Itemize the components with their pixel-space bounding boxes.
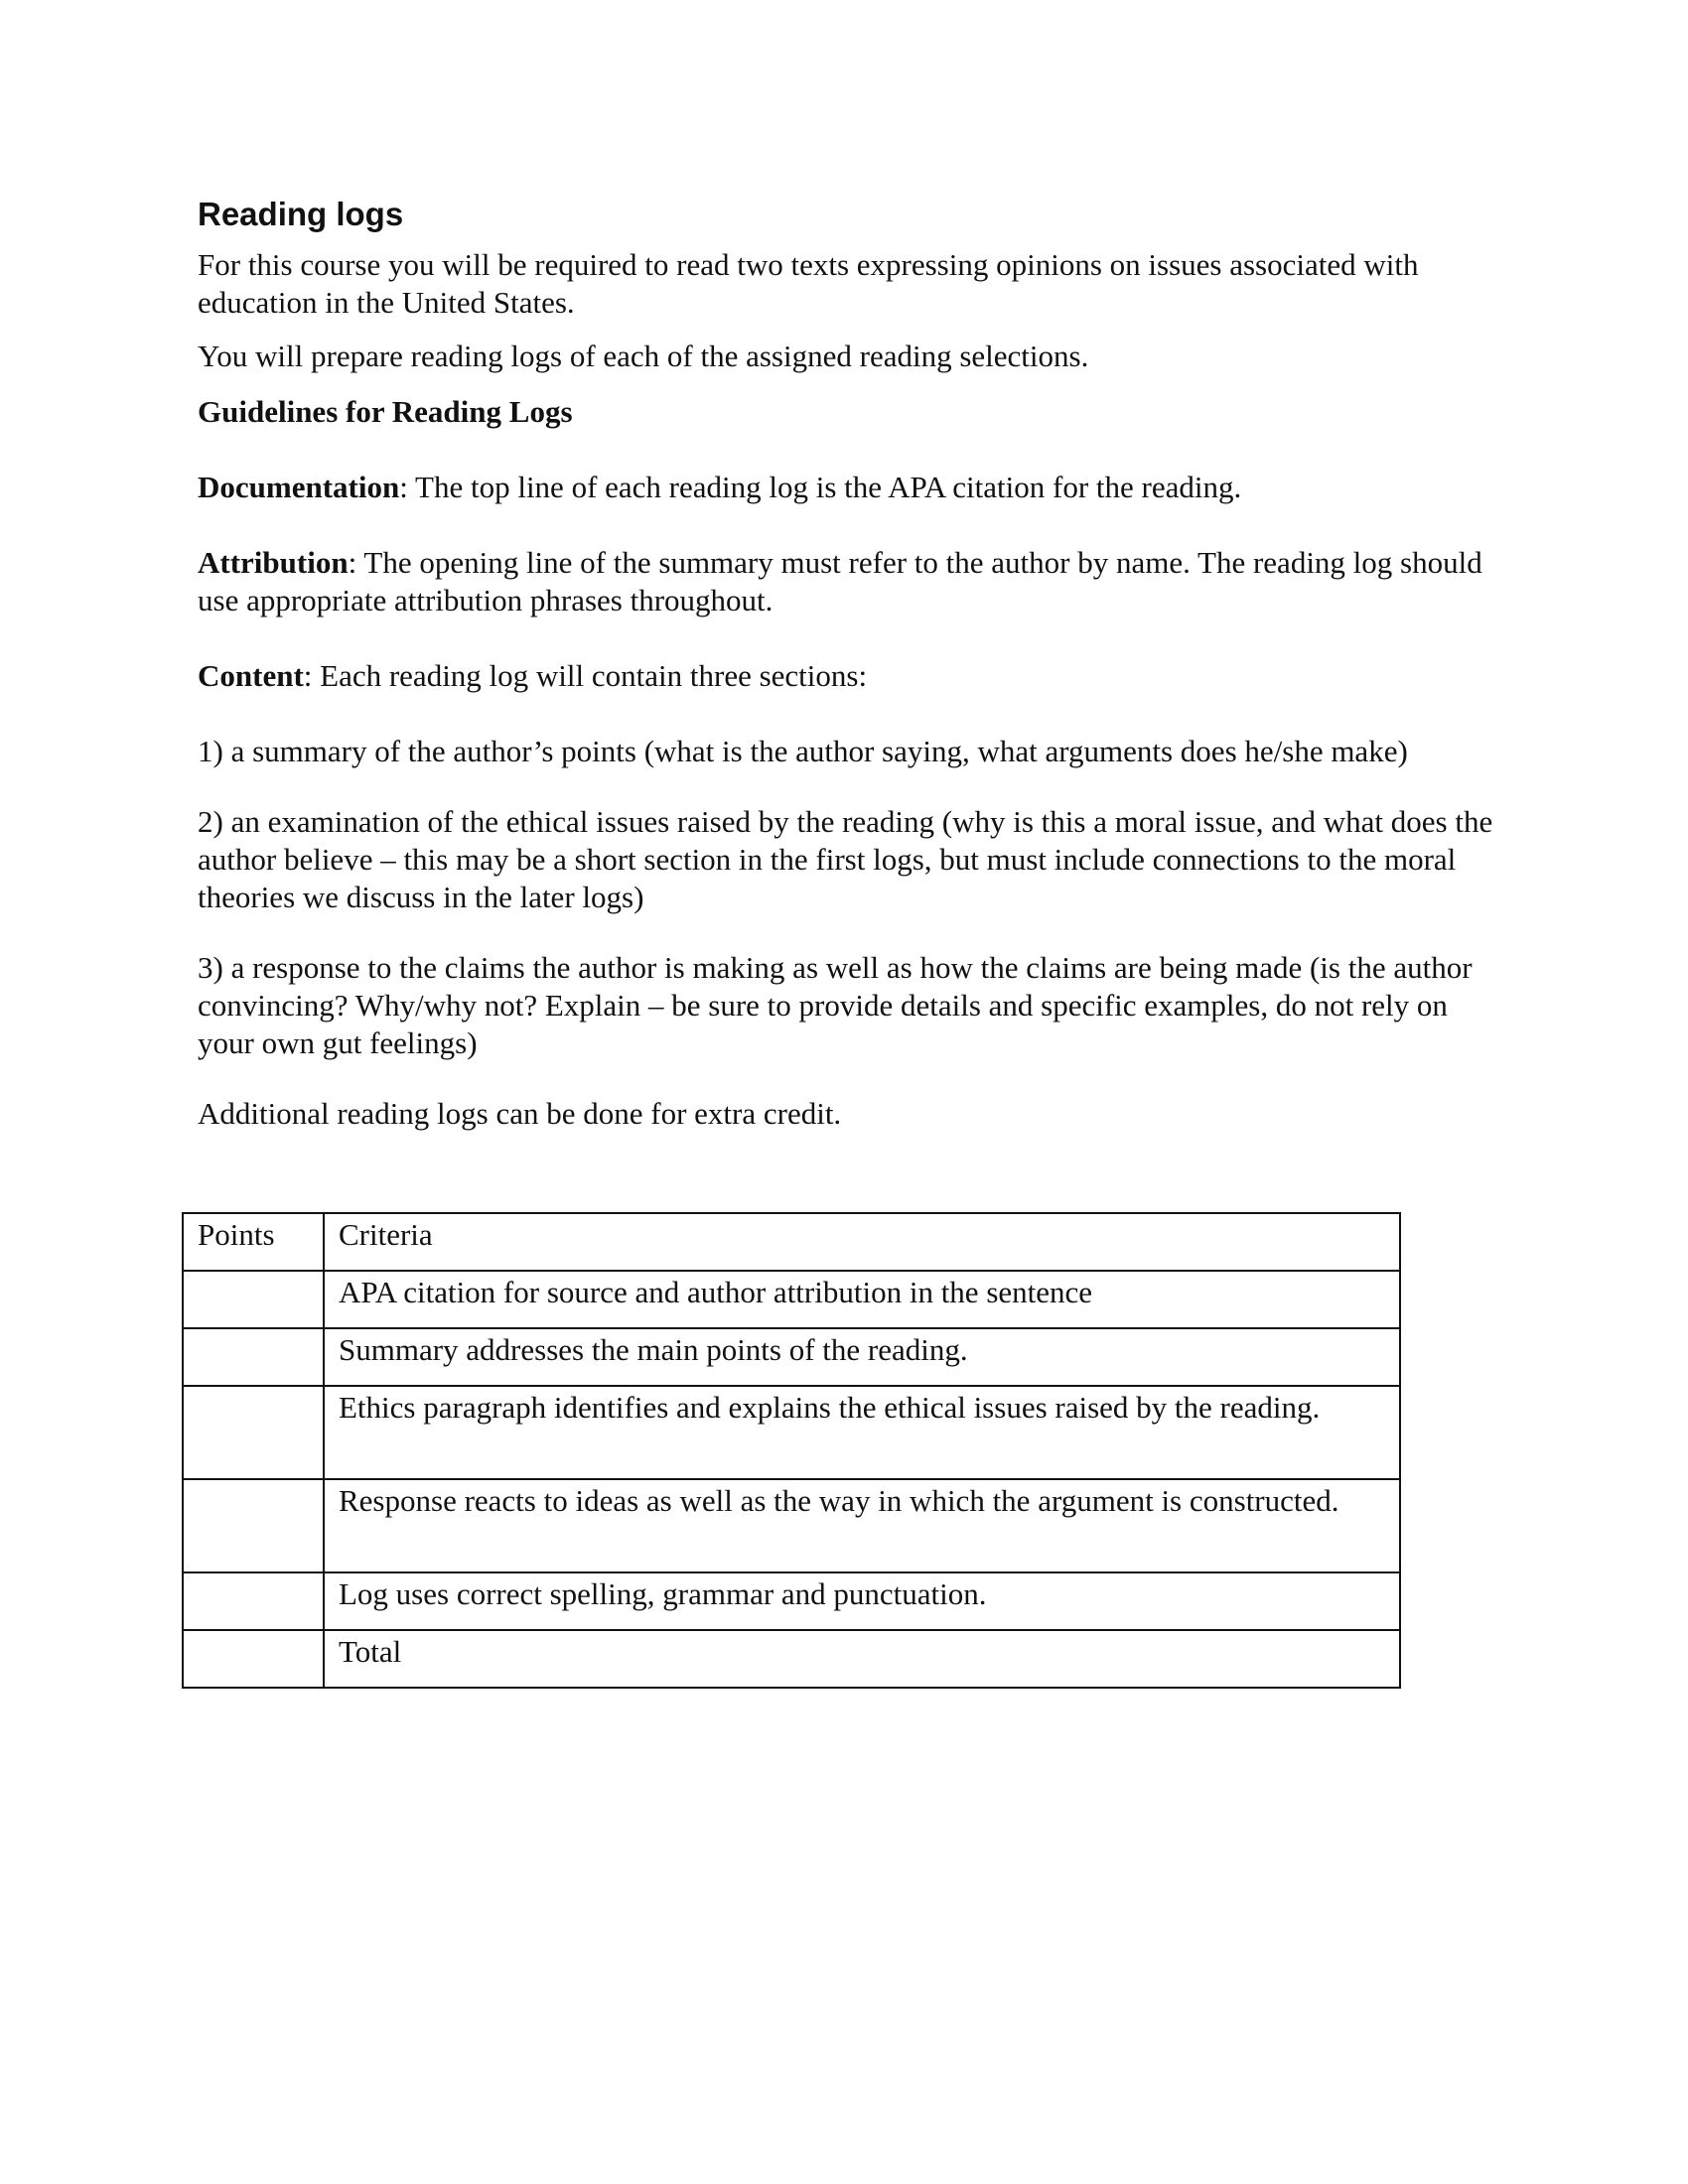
- rubric-table: [182, 1212, 1401, 1689]
- criteria-cell: Log uses correct spelling, grammar and punctuation.: [324, 1572, 1400, 1630]
- table-row: [183, 1328, 1400, 1386]
- points-cell: [183, 1572, 324, 1630]
- points-cell: [183, 1630, 324, 1688]
- documentation-paragraph: [198, 469, 1508, 506]
- points-cell: [183, 1328, 324, 1386]
- attribution-paragraph: [198, 544, 1508, 619]
- criteria-cell: Response reacts to ideas as well as the way in which the argument is constructed.: [324, 1479, 1400, 1572]
- content-label: Content: [198, 658, 304, 693]
- table-header-row: [183, 1213, 1400, 1271]
- documentation-label: Documentation: [198, 470, 400, 504]
- points-cell: [183, 1479, 324, 1572]
- table-row: [183, 1630, 1400, 1688]
- points-cell: [183, 1271, 324, 1328]
- table-row: [183, 1386, 1400, 1479]
- table-row: [183, 1271, 1400, 1328]
- section-item-summary: 1) a summary of the author’s points (what is the author saying, what arguments does he/she make): [198, 734, 1408, 768]
- section-item-ethics: 2) an examination of the ethical issues raised by the reading (why is this a moral issue, and what does the author believe – this may be a short section in the first logs, but must include connections to the moral theories we discuss in the later logs): [198, 804, 1493, 914]
- table-row: [183, 1479, 1400, 1572]
- intro-paragraph: For this course you will be required to read two texts expressing opinions on issues associated with education in the United States.: [198, 247, 1419, 320]
- guidelines-title: Guidelines for Reading Logs: [198, 394, 573, 429]
- attribution-text: : The opening line of the summary must refer to the author by name. The reading log should use appropriate attribution phrases throughout.: [198, 545, 1482, 617]
- criteria-cell: Ethics paragraph identifies and explains the ethical issues raised by the reading.: [324, 1386, 1400, 1479]
- points-column-header: Points: [183, 1213, 324, 1271]
- extra-credit-note: Additional reading logs can be done for extra credit.: [198, 1096, 842, 1131]
- criteria-column-header: Criteria: [324, 1213, 1400, 1271]
- criteria-cell: APA citation for source and author attribution in the sentence: [324, 1271, 1400, 1328]
- section-item-response: 3) a response to the claims the author is making as well as how the claims are being made (is the author convincing? Why/why not? Explain – be sure to provide details and specific examples, do not rely on your own gut feelings): [198, 950, 1473, 1060]
- criteria-cell: Total: [324, 1630, 1400, 1688]
- points-cell: [183, 1386, 324, 1479]
- content-paragraph: [198, 657, 1508, 695]
- content-text: : Each reading log will contain three sections:: [303, 658, 868, 693]
- attribution-label: Attribution: [198, 545, 349, 580]
- criteria-cell: Summary addresses the main points of the reading.: [324, 1328, 1400, 1386]
- intro-paragraph-2: You will prepare reading logs of each of the assigned reading selections.: [198, 339, 1089, 373]
- table-row: [183, 1572, 1400, 1630]
- page-title: Reading logs: [198, 196, 404, 232]
- document-body: [198, 195, 1508, 1162]
- documentation-text: : The top line of each reading log is the APA citation for the reading.: [399, 470, 1242, 504]
